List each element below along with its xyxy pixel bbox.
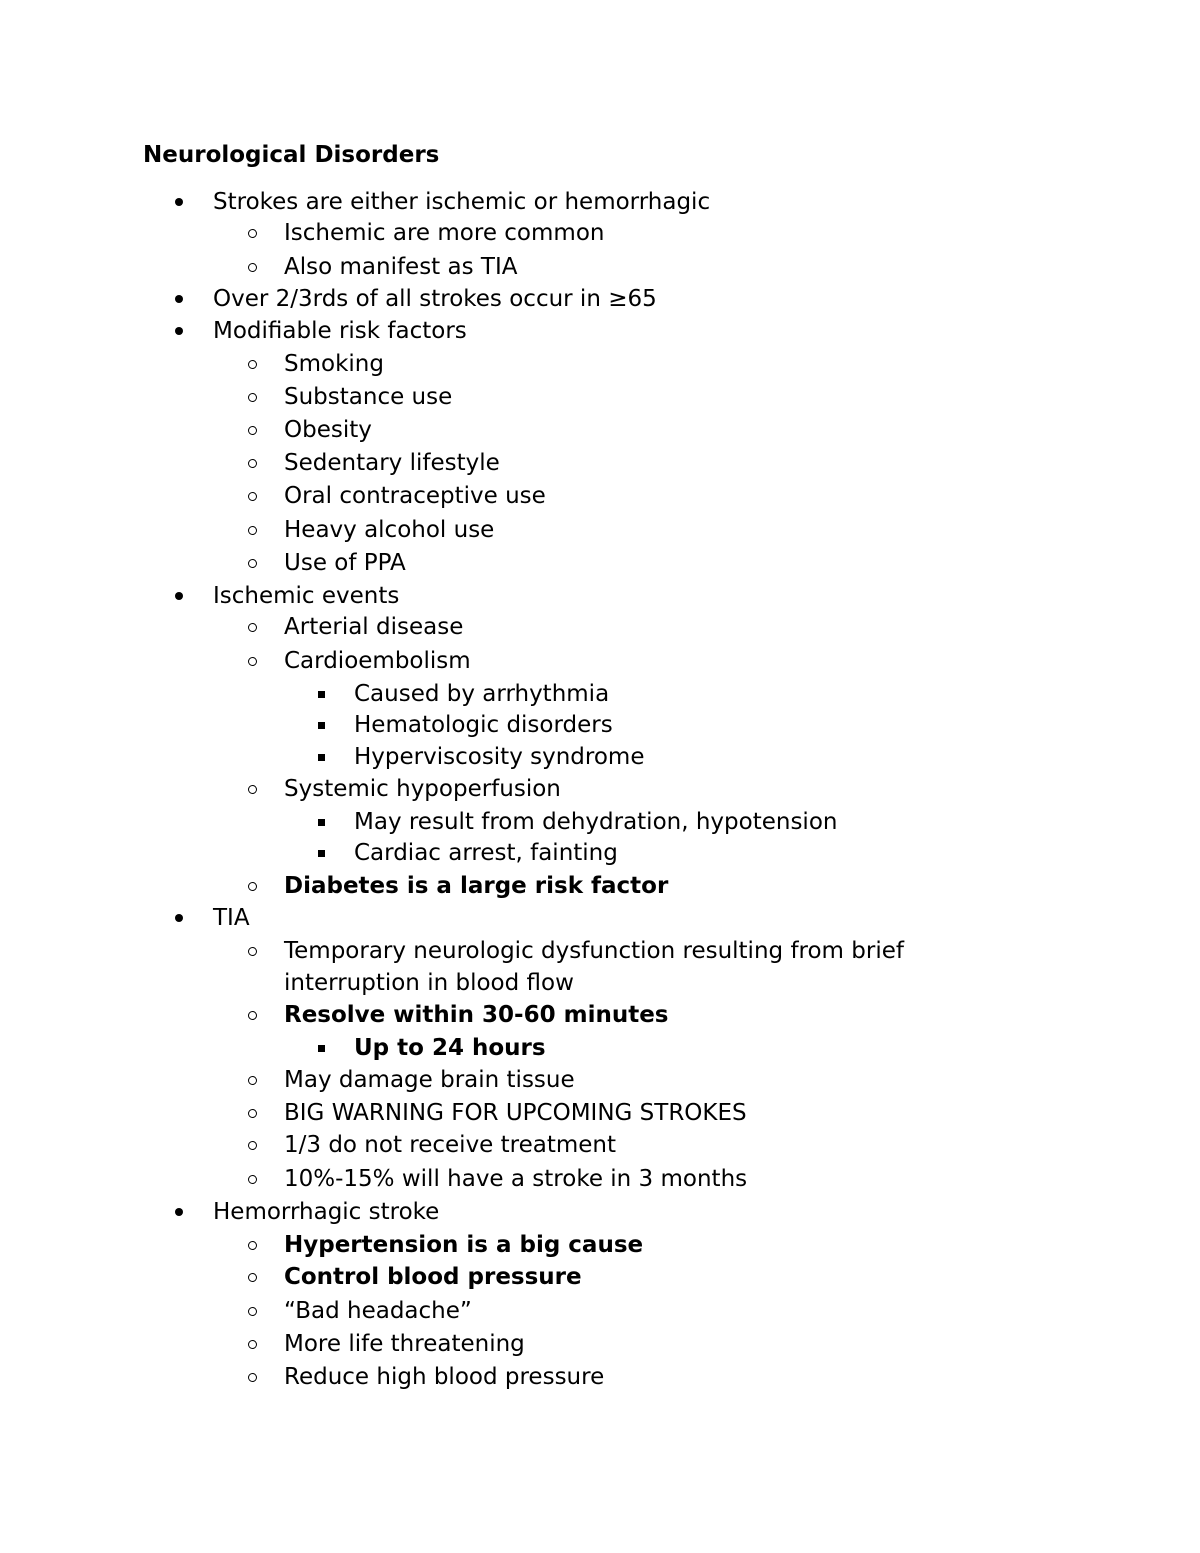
bullet-disc-icon <box>175 1208 183 1216</box>
sub-list-item: BIG WARNING FOR UPCOMING STROKES <box>284 1100 747 1126</box>
bullet-disc-icon <box>175 914 183 922</box>
list-item: Hemorrhagic stroke <box>213 1199 440 1225</box>
bullet-circle-icon <box>248 882 257 891</box>
sub-sub-list-item: Hematologic disorders <box>354 712 613 738</box>
sub-list-item: Sedentary lifestyle <box>284 450 500 476</box>
bullet-square-icon <box>318 1045 325 1052</box>
sub-list-item: Smoking <box>284 351 384 377</box>
bullet-circle-icon <box>248 947 257 956</box>
bullet-circle-icon <box>248 1340 257 1349</box>
bullet-circle-icon <box>248 1109 257 1118</box>
bullet-circle-icon <box>248 426 257 435</box>
sub-list-item: Obesity <box>284 417 372 443</box>
sub-list-item: “Bad headache” <box>284 1298 472 1324</box>
sub-list-item: 1/3 do not receive treatment <box>284 1132 617 1158</box>
list-item-continuation: interruption in blood flow <box>284 970 574 996</box>
sub-list-item: Resolve within 30-60 minutes <box>284 1002 669 1028</box>
bullet-circle-icon <box>248 1076 257 1085</box>
bullet-circle-icon <box>248 263 257 272</box>
sub-sub-list-item: May result from dehydration, hypotension <box>354 809 838 835</box>
bullet-circle-icon <box>248 393 257 402</box>
list-item: TIA <box>213 905 250 931</box>
bullet-circle-icon <box>248 1175 257 1184</box>
sub-sub-list-item: Hyperviscosity syndrome <box>354 744 645 770</box>
sub-list-item: Substance use <box>284 384 453 410</box>
sub-list-item: 10%-15% will have a stroke in 3 months <box>284 1166 748 1192</box>
page-title: Neurological Disorders <box>143 142 440 168</box>
sub-list-item: Cardioembolism <box>284 648 471 674</box>
sub-sub-list-item: Up to 24 hours <box>354 1035 546 1061</box>
bullet-circle-icon <box>248 785 257 794</box>
list-item: Modifiable risk factors <box>213 318 467 344</box>
sub-list-item: Use of PPA <box>284 550 406 576</box>
bullet-circle-icon <box>248 1373 257 1382</box>
bullet-circle-icon <box>248 229 257 238</box>
bullet-square-icon <box>318 850 325 857</box>
bullet-disc-icon <box>175 327 183 335</box>
bullet-circle-icon <box>248 1241 257 1250</box>
bullet-square-icon <box>318 691 325 698</box>
bullet-circle-icon <box>248 1273 257 1282</box>
bullet-disc-icon <box>175 198 183 206</box>
list-item: Ischemic events <box>213 583 400 609</box>
sub-list-item: Heavy alcohol use <box>284 517 495 543</box>
bullet-circle-icon <box>248 1307 257 1316</box>
sub-list-item: Ischemic are more common <box>284 220 605 246</box>
sub-list-item: Temporary neurologic dysfunction resulting from brief <box>284 938 904 964</box>
sub-list-item: Also manifest as TIA <box>284 254 518 280</box>
bullet-circle-icon <box>248 1141 257 1150</box>
sub-list-item: Systemic hypoperfusion <box>284 776 561 802</box>
bullet-square-icon <box>318 754 325 761</box>
bullet-square-icon <box>318 819 325 826</box>
bullet-circle-icon <box>248 623 257 632</box>
bullet-circle-icon <box>248 459 257 468</box>
bullet-circle-icon <box>248 492 257 501</box>
bullet-circle-icon <box>248 559 257 568</box>
sub-sub-list-item: Cardiac arrest, fainting <box>354 840 618 866</box>
sub-list-item: Control blood pressure <box>284 1264 582 1290</box>
sub-list-item: Diabetes is a large risk factor <box>284 873 669 899</box>
sub-list-item: May damage brain tissue <box>284 1067 575 1093</box>
bullet-square-icon <box>318 722 325 729</box>
sub-list-item: Oral contraceptive use <box>284 483 546 509</box>
bullet-circle-icon <box>248 1011 257 1020</box>
bullet-circle-icon <box>248 360 257 369</box>
sub-sub-list-item: Caused by arrhythmia <box>354 681 610 707</box>
bullet-disc-icon <box>175 295 183 303</box>
bullet-circle-icon <box>248 526 257 535</box>
list-item: Over 2/3rds of all strokes occur in ≥65 <box>213 286 657 312</box>
sub-list-item: More life threatening <box>284 1331 525 1357</box>
bullet-disc-icon <box>175 592 183 600</box>
bullet-circle-icon <box>248 657 257 666</box>
sub-list-item: Reduce high blood pressure <box>284 1364 605 1390</box>
list-item: Strokes are either ischemic or hemorrhagic <box>213 189 711 215</box>
sub-list-item: Arterial disease <box>284 614 464 640</box>
sub-list-item: Hypertension is a big cause <box>284 1232 644 1258</box>
